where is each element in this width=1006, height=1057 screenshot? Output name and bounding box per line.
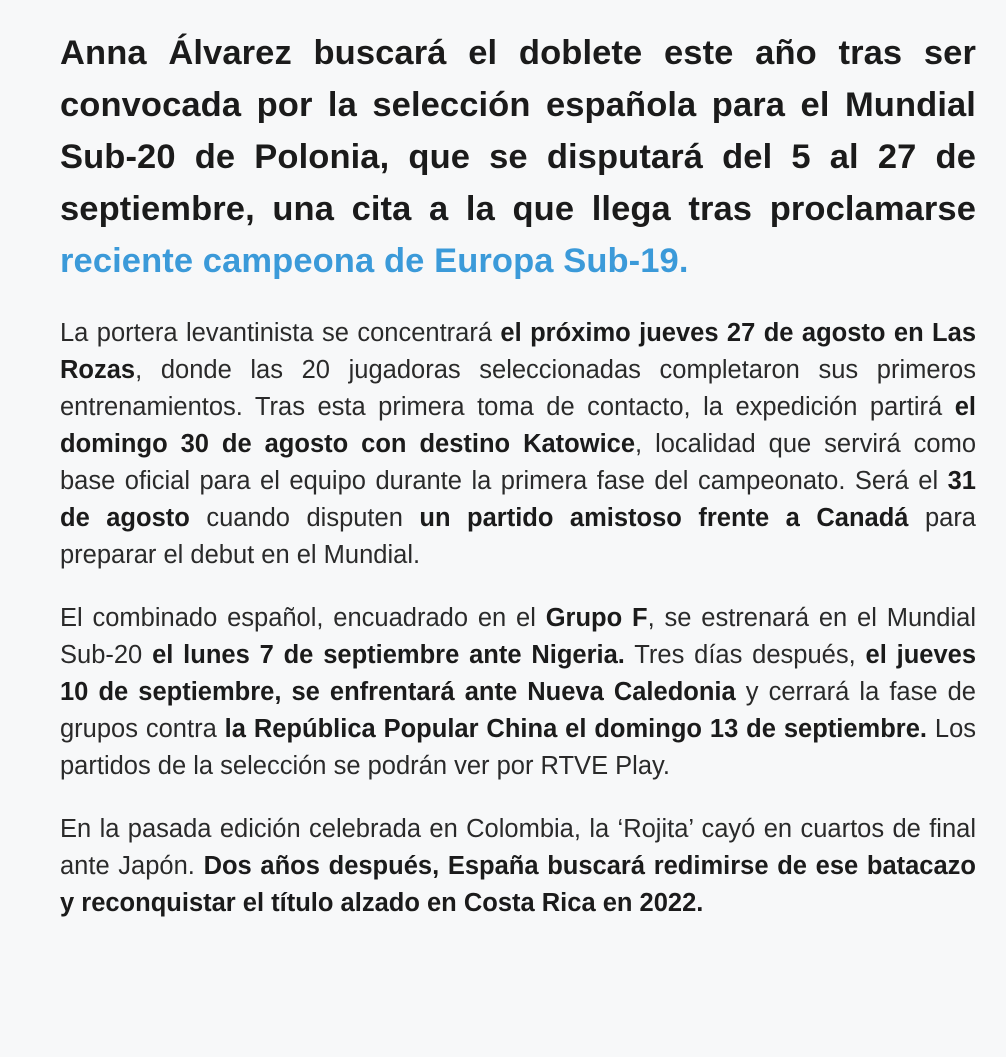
paragraph-previous-edition: [60, 811, 976, 922]
p2-bold-2: el lunes 7 de septiembre ante Nigeria.: [152, 641, 625, 669]
p1-bold-2: el domingo 30 de agosto con destino Katowice: [60, 393, 976, 458]
p1-text-3: , localidad que servirá como base oficial para el equipo durante la primera fase del campeonato. Será el: [60, 430, 976, 495]
p2-bold-4: la República Popular China el domingo 13 de septiembre.: [224, 715, 927, 743]
p1-bold-3: 31 de agosto: [60, 467, 976, 532]
p2-text-5: Los partidos de la selección se podrán ver por RTVE Play.: [60, 715, 977, 780]
p1-text-1: La portera levantinista se concentrará: [60, 319, 501, 347]
p2-text-4: y cerrará la fase de grupos contra: [60, 678, 976, 743]
p2-text-3: Tres días después,: [624, 641, 866, 669]
p3-text-1: En la pasada edición celebrada en Colombia, la ‘Rojita’ cayó en cuartos de final ante Japón.: [60, 815, 976, 880]
p2-text-2: , se estrenará en el Mundial Sub-20: [60, 604, 976, 669]
p2-text-1: El combinado español, encuadrado en el: [60, 604, 546, 632]
p3-bold-1: Dos años después, España buscará redimirse de ese batacazo y reconquistar el título alzado en Costa Rica en 2022.: [60, 852, 976, 917]
article-body: [60, 27, 976, 948]
lead-link[interactable]: reciente campeona de Europa Sub-19.: [60, 242, 689, 280]
paragraph-group-schedule: [60, 600, 976, 785]
lead-text: Anna Álvarez buscará el doblete este año tras ser convocada por la selección española para el Mundial Sub-20 de Polonia, que se disputará del 5 al 27 de septiembre, una cita a la que llega tras proclamarse: [60, 34, 976, 228]
p1-bold-4: un partido amistoso frente a Canadá: [419, 504, 909, 532]
paragraph-concentration: [60, 315, 976, 574]
p2-bold-3: el jueves 10 de septiembre, se enfrentará ante Nueva Caledonia: [60, 641, 977, 706]
p1-text-5: para preparar el debut en el Mundial.: [60, 504, 976, 569]
article-lead: [60, 27, 976, 287]
p1-bold-1: el próximo jueves 27 de agosto en Las Rozas: [60, 319, 977, 384]
p1-text-2: , donde las 20 jugadoras seleccionadas completaron sus primeros entrenamientos. Tras esta primera toma de contacto, la expedición partirá: [60, 356, 976, 421]
p1-text-4: cuando disputen: [189, 504, 420, 532]
p2-bold-1: Grupo F: [545, 604, 648, 632]
